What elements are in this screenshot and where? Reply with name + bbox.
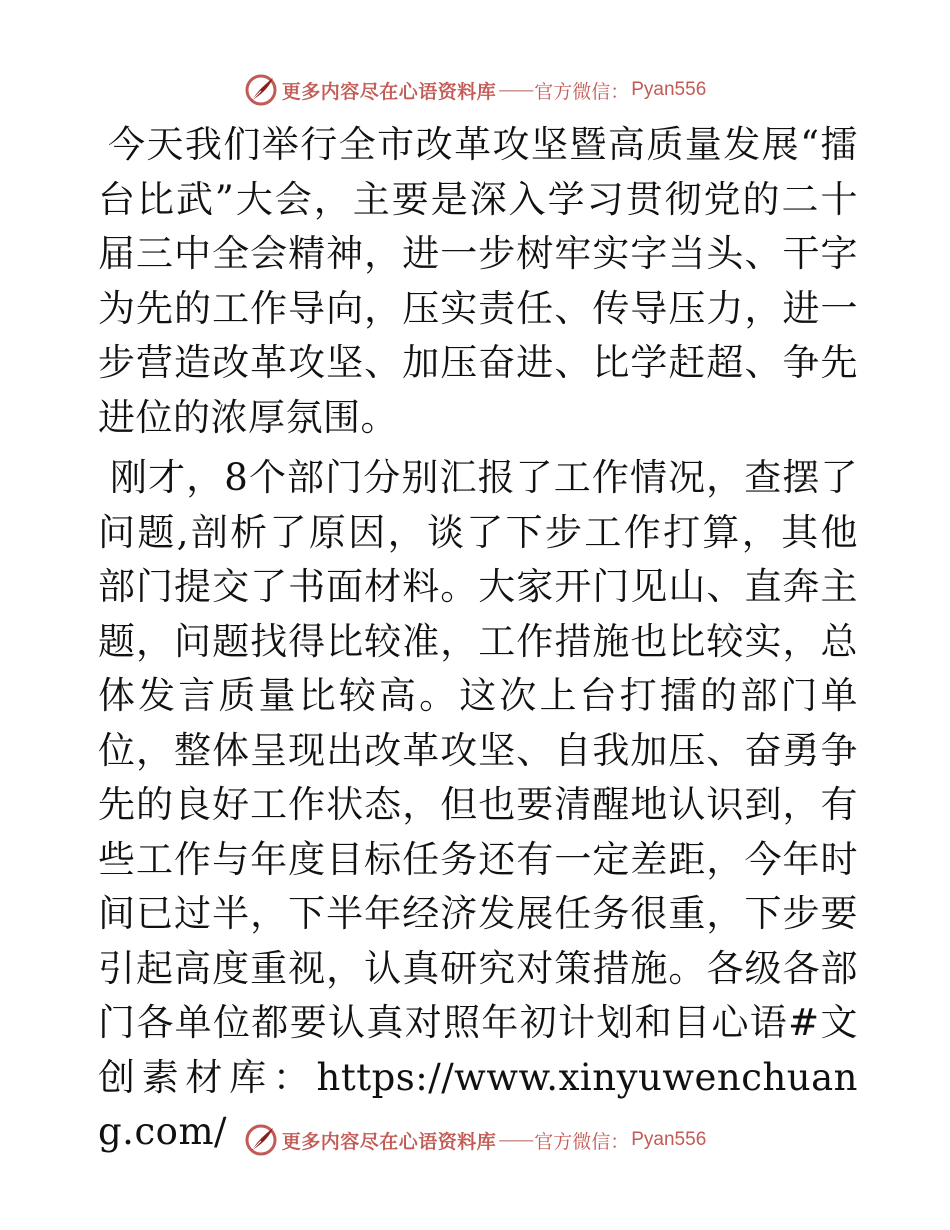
footer-banner (0, 1120, 950, 1160)
quill-pen-logo-icon (244, 73, 278, 107)
banner-wechat-account: Pyan556 (631, 1129, 707, 1150)
banner-wechat-label: 官方微信： (534, 1130, 630, 1153)
document-body (98, 118, 858, 1160)
paragraph-opening: 今天我们举行全市改革攻坚暨高质量发展“擂台比武”大会，主要是深入学习贯彻党的二十届三中全会精神，进一步树牢实字当头、干字为先的工作导向，压实责任、传导压力，进一步营造改革攻坚、加压奋进、比学赶超、争先进位的浓厚氛围。 (98, 123, 858, 439)
banner-separator: —— (498, 1129, 533, 1151)
banner-separator: —— (498, 79, 533, 101)
banner-slogan: 更多内容尽在心语资料库 (281, 1130, 497, 1153)
header-banner (0, 70, 950, 110)
paragraph-review: 刚才，8个部门分别汇报了工作情况，查摆了问题,剖析了原因，谈了下步工作打算，其他部门提交了书面材料。大家开门见山、直奔主题，问题找得比较准，工作措施也比较实，总体发言质量比较高。这次上台打擂的部门单位，整体呈现出改革攻坚、自我加压、奋勇争先的良好工作状态，但也要清醒地认识到，有些工作与年度目标任务还有一定差距，今年时间已过半，下半年经济发展任务很重，下步要引起高度重视，认真研究对策措施。各级各部门各单位都要认真对照年初计划和目心语#文创素材库：https://www.xinyuwenchuang.com/ (98, 456, 858, 1153)
banner-wechat-label: 官方微信： (534, 80, 630, 103)
banner-wechat-account: Pyan556 (631, 79, 707, 100)
quill-pen-logo-icon (244, 1123, 278, 1157)
banner-slogan: 更多内容尽在心语资料库 (281, 80, 497, 103)
